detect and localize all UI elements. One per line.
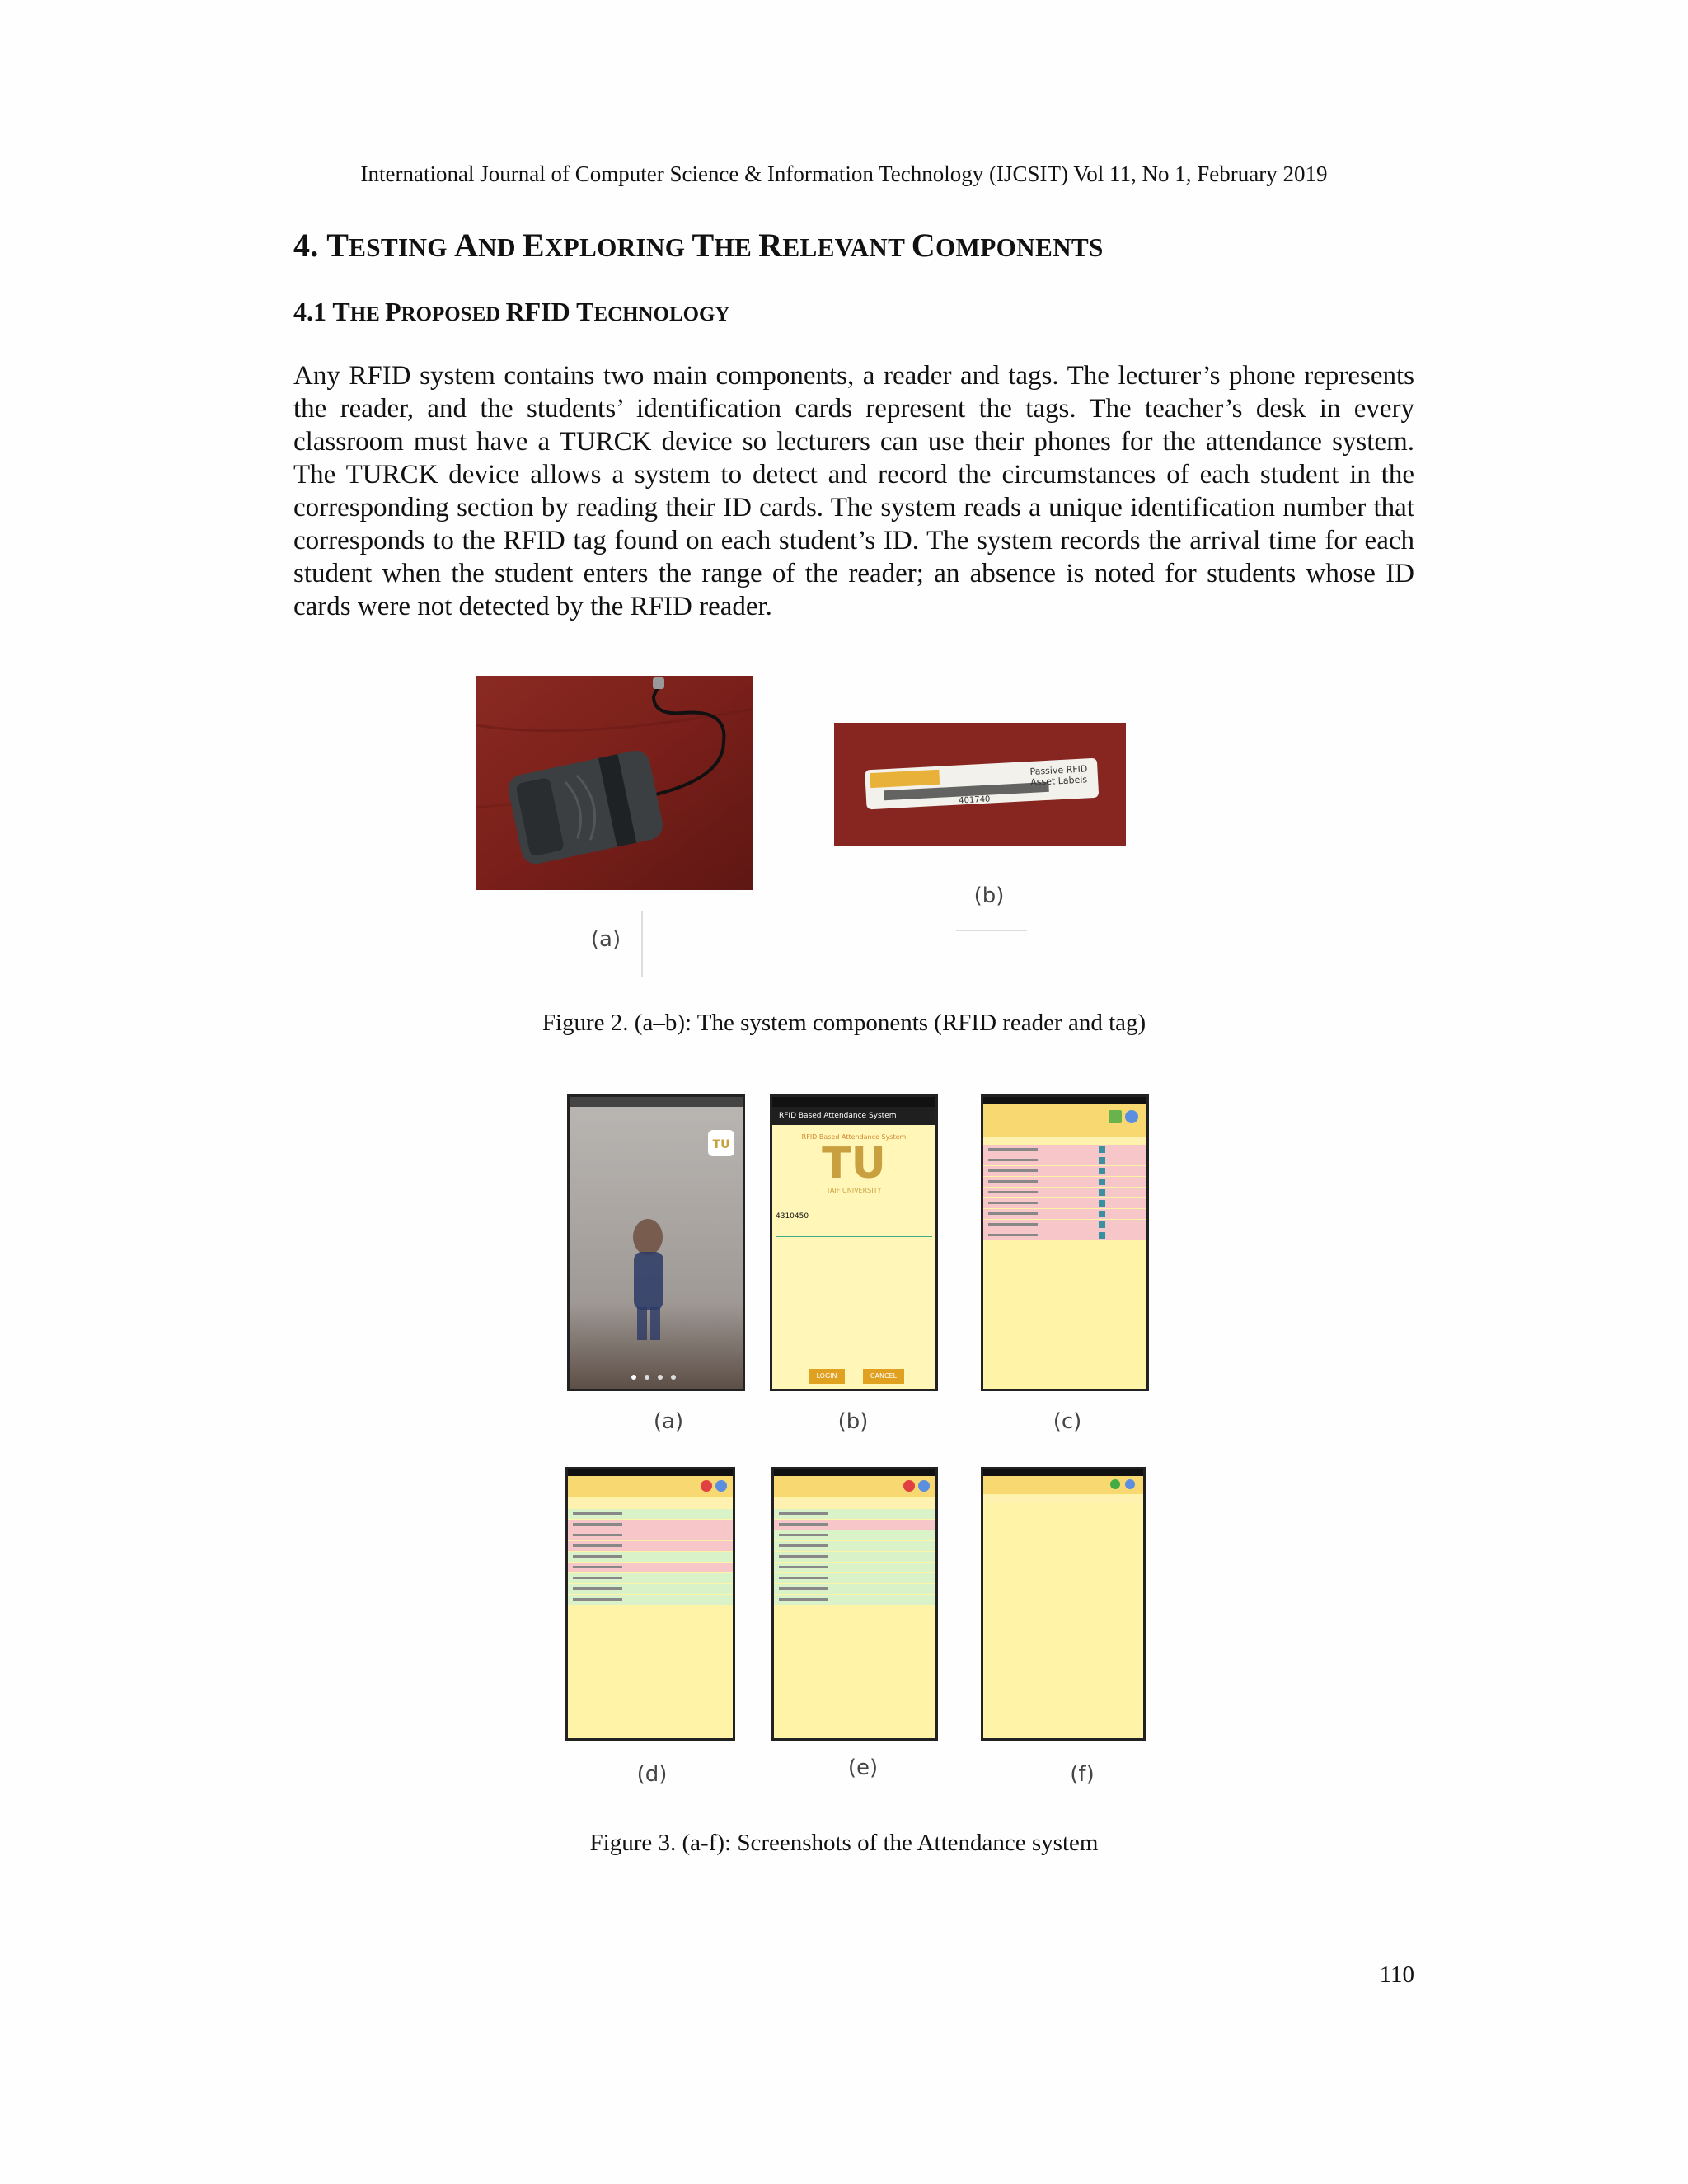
figure2-caption: Figure 2. (a–b): The system components (RFID reader and tag) xyxy=(542,1010,1146,1036)
section-title xyxy=(326,227,1103,264)
tag-text-3: 401740 xyxy=(958,794,991,806)
subsection-part-1-rest: ROPOSED xyxy=(401,303,506,326)
subsection-heading xyxy=(293,297,729,327)
subsection-number: 4.1 xyxy=(293,297,326,326)
screenshot-f-empty xyxy=(981,1467,1146,1741)
section-part-4-rest: ELEVANT xyxy=(782,233,912,262)
subsection-part-0-cap: T xyxy=(332,297,350,326)
screenshot-d-attendance xyxy=(565,1467,735,1741)
login-id-input[interactable]: 4310450 xyxy=(776,1212,932,1221)
subsection-title xyxy=(332,297,729,326)
screenshot-e-attendance xyxy=(771,1467,938,1741)
section-number: 4. xyxy=(293,227,319,264)
divider xyxy=(956,930,1027,931)
login-button[interactable]: LOGIN xyxy=(809,1369,845,1384)
screenshot-a-lockscreen xyxy=(567,1094,745,1391)
rfid-tag-photo xyxy=(834,723,1126,846)
page-number: 110 xyxy=(1379,1961,1414,1988)
section-part-3-cap: T xyxy=(692,227,715,264)
figure3-label-f: (f) xyxy=(1070,1762,1095,1787)
subsection-part-0-rest: HE xyxy=(349,303,386,326)
tag-text-1: Passive RFID xyxy=(1029,763,1088,777)
screenshot-b-login xyxy=(770,1094,938,1391)
journal-header: International Journal of Computer Science & Information Technology (IJCSIT) Vol 11, No 1, February 2019 xyxy=(360,162,1328,186)
body-paragraph: Any RFID system contains two main components, a reader and tags. The lecturer’s phone represents the reader, and the students’ identification cards represent the tags. The teacher’s desk in every classroom must have a TURCK device so lecturers can use their phones for the attendance system. The TURCK device allows a system to detect and record the circumstances of each student in the corresponding section by reading their ID cards. The system reads a unique identification number that corresponds to the RFID tag found on each student’s ID. The system records the arrival time for each student when the student enters the range of the reader; an absence is noted for students whose ID cards were not detected by the RFID reader. xyxy=(293,361,1414,621)
divider xyxy=(641,911,643,977)
section-part-3-rest: HE xyxy=(714,233,759,262)
subsection-part-3-rest: ECHNOLOGY xyxy=(593,303,730,326)
figure3-label-d: (d) xyxy=(636,1762,668,1787)
section-part-5-cap: C xyxy=(911,227,935,264)
figure2-label-a: (a) xyxy=(590,927,621,952)
subsection-part-1-cap: P xyxy=(385,297,401,326)
figure3-label-e: (e) xyxy=(847,1755,879,1780)
section-part-0-cap: T xyxy=(326,227,349,264)
section-part-1-rest: ND xyxy=(478,233,523,262)
subsection-part-3-cap: T xyxy=(570,297,594,326)
cancel-button[interactable]: CANCEL xyxy=(863,1369,904,1384)
figure3-label-b: (b) xyxy=(837,1409,869,1434)
figure3-label-a: (a) xyxy=(653,1409,684,1434)
rfid-reader-photo xyxy=(476,676,753,890)
password-input[interactable] xyxy=(776,1228,932,1237)
tu-logo: TU xyxy=(822,1139,886,1188)
screenshot-c-attendance xyxy=(981,1094,1149,1391)
section-part-0-rest: ESTING xyxy=(349,233,454,262)
section-heading xyxy=(293,226,1104,265)
university-name: TAIF UNIVERSITY xyxy=(826,1187,882,1194)
app-subtitle: RFID Based Attendance System xyxy=(801,1133,907,1141)
svg-text:TU: TU xyxy=(712,1138,730,1151)
subsection-part-2-cap: RFID xyxy=(505,297,570,326)
app-title-bar: RFID Based Attendance System xyxy=(772,1107,935,1125)
section-part-2-cap: E xyxy=(522,227,545,264)
section-part-1-cap: A xyxy=(453,227,479,264)
section-part-4-cap: R xyxy=(758,227,783,264)
section-part-2-rest: XPLORING xyxy=(544,233,692,262)
tag-text-2: Asset Labels xyxy=(1029,774,1088,788)
figure3-label-c: (c) xyxy=(1053,1409,1082,1434)
section-part-5-rest: OMPONENTS xyxy=(935,233,1104,262)
figure2-label-b: (b) xyxy=(973,883,1005,908)
figure3-caption: Figure 3. (a-f): Screenshots of the Attendance system xyxy=(589,1830,1099,1856)
